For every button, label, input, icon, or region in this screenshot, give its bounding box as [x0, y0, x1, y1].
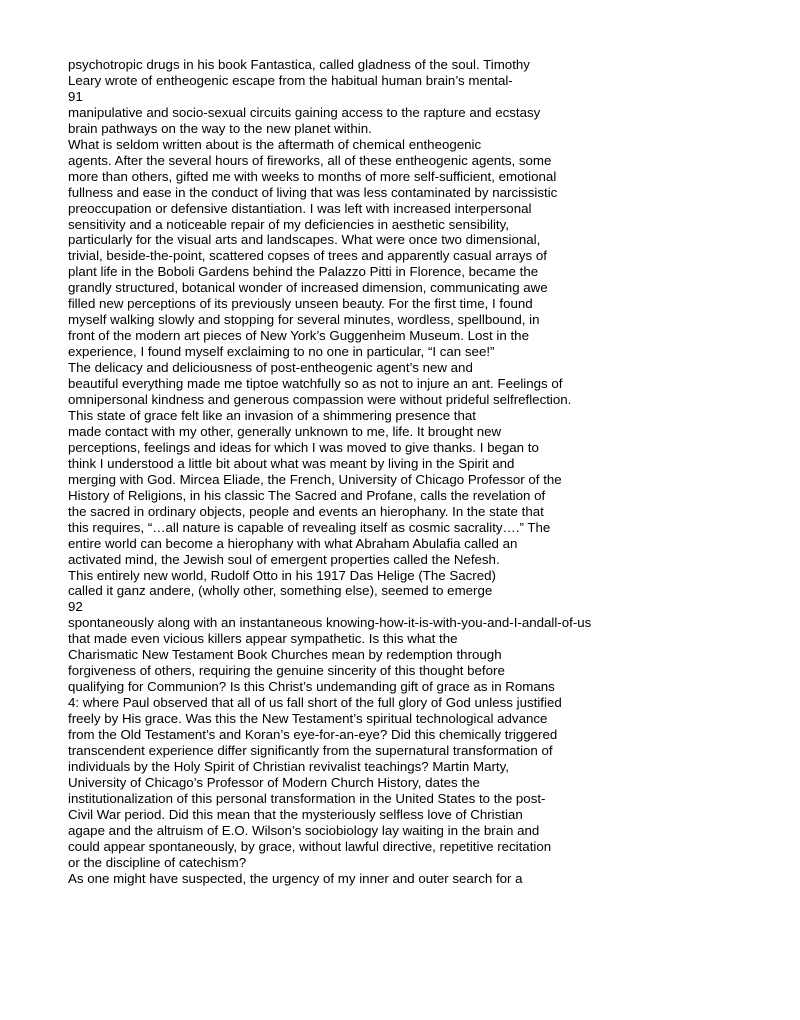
text-line: individuals by the Holy Spirit of Christian revivalist teachings? Martin Marty, [68, 758, 509, 774]
text-line: merging with God. Mircea Eliade, the French, University of Chicago Professor of the [68, 471, 562, 487]
text-line: transcendent experience differ significantly from the supernatural transformation of [68, 742, 553, 758]
text-line: History of Religions, in his classic The Sacred and Profane, calls the revelation of [68, 487, 546, 503]
text-line: experience, I found myself exclaiming to no one in particular, “I can see!” [68, 344, 495, 360]
text-line: filled new perceptions of its previously unseen beauty. For the first time, I found [68, 296, 533, 312]
text-line: 91 [68, 88, 83, 104]
text-line: that made even vicious killers appear sympathetic. Is this what the [68, 631, 458, 647]
text-line: myself walking slowly and stopping for several minutes, wordless, spellbound, in [68, 312, 540, 328]
text-line: grandly structured, botanical wonder of increased dimension, communicating awe [68, 280, 548, 296]
text-line: perceptions, feelings and ideas for which I was moved to give thanks. I began to [68, 439, 539, 455]
text-line: could appear spontaneously, by grace, without lawful directive, repetitive recitation [68, 838, 552, 854]
text-line: 92 [68, 599, 83, 615]
text-line: trivial, beside-the-point, scattered copses of trees and apparently casual arrays of [68, 248, 547, 264]
text-line: called it ganz andere, (wholly other, something else), seemed to emerge [68, 583, 493, 599]
text-line: qualifying for Communion? Is this Christ’s undemanding gift of grace as in Romans [68, 679, 555, 695]
text-line: spontaneously along with an instantaneous knowing-how-it-is-with-you-and-I-andall-of-us [68, 615, 592, 631]
text-line: psychotropic drugs in his book Fantastica, called gladness of the soul. Timothy [68, 57, 530, 72]
text-line: made contact with my other, generally unknown to me, life. It brought new [68, 423, 502, 439]
text-line: agents. After the several hours of fireworks, all of these entheogenic agents, some [68, 152, 552, 168]
text-line: plant life in the Boboli Gardens behind the Palazzo Pitti in Florence, became the [68, 264, 539, 280]
text-line: beautiful everything made me tiptoe watchfully so as not to injure an ant. Feelings of [68, 376, 563, 392]
text-line: The delicacy and deliciousness of post-entheogenic agent’s new and [68, 360, 473, 376]
text-line: agape and the altruism of E.O. Wilson’s sociobiology lay waiting in the brain and [68, 822, 540, 838]
text-line: Charismatic New Testament Book Churches mean by redemption through [68, 647, 502, 663]
document-page [68, 57, 783, 887]
text-line: freely by His grace. Was this the New Testament’s spiritual technological advance [68, 711, 548, 727]
text-line: front of the modern art pieces of New York’s Guggenheim Museum. Lost in the [68, 328, 529, 344]
text-line: particularly for the visual arts and landscapes. What were once two dimensional, [68, 232, 541, 248]
text-line: Civil War period. Did this mean that the mysteriously selfless love of Christian [68, 806, 523, 822]
text-line: As one might have suspected, the urgency of my inner and outer search for a [68, 870, 523, 886]
text-line: or the discipline of catechism? [68, 854, 247, 870]
text-line: Leary wrote of entheogenic escape from the habitual human brain’s mental- [68, 72, 513, 88]
text-line: this requires, “…all nature is capable of revealing itself as cosmic sacrality….” The [68, 519, 551, 535]
text-line: preoccupation or defensive distantiation. I was left with increased interpersonal [68, 200, 532, 216]
text-line: from the Old Testament’s and Koran’s eye-for-an-eye? Did this chemically triggered [68, 727, 558, 743]
text-line: This state of grace felt like an invasion of a shimmering presence that [68, 407, 476, 423]
text-line: manipulative and socio-sexual circuits gaining access to the rapture and ecstasy [68, 104, 541, 120]
text-line: forgiveness of others, requiring the genuine sincerity of this thought before [68, 663, 505, 679]
text-line: institutionalization of this personal transformation in the United States to the post- [68, 790, 546, 806]
text-line: entire world can become a hierophany with what Abraham Abulafia called an [68, 535, 518, 551]
text-line: sensitivity and a noticeable repair of my deficiencies in aesthetic sensibility, [68, 216, 509, 232]
text-line: This entirely new world, Rudolf Otto in his 1917 Das Helige (The Sacred) [68, 567, 496, 583]
text-line: What is seldom written about is the aftermath of chemical entheogenic [68, 136, 482, 152]
text-line: the sacred in ordinary objects, people and events an hierophany. In the state that [68, 503, 544, 519]
text-line: fullness and ease in the conduct of living that was less contaminated by narcissistic [68, 184, 558, 200]
text-line: University of Chicago’s Professor of Modern Church History, dates the [68, 774, 480, 790]
text-line: brain pathways on the way to the new planet within. [68, 120, 372, 136]
text-line: think I understood a little bit about what was meant by living in the Spirit and [68, 455, 515, 471]
text-line: 4: where Paul observed that all of us fall short of the full glory of God unless justified [68, 695, 562, 711]
text-line: omnipersonal kindness and generous compassion were without prideful selfreflection. [68, 392, 572, 408]
text-line: more than others, gifted me with weeks to months of more self-sufficient, emotional [68, 168, 557, 184]
text-line: activated mind, the Jewish soul of emergent properties called the Nefesh. [68, 551, 500, 567]
